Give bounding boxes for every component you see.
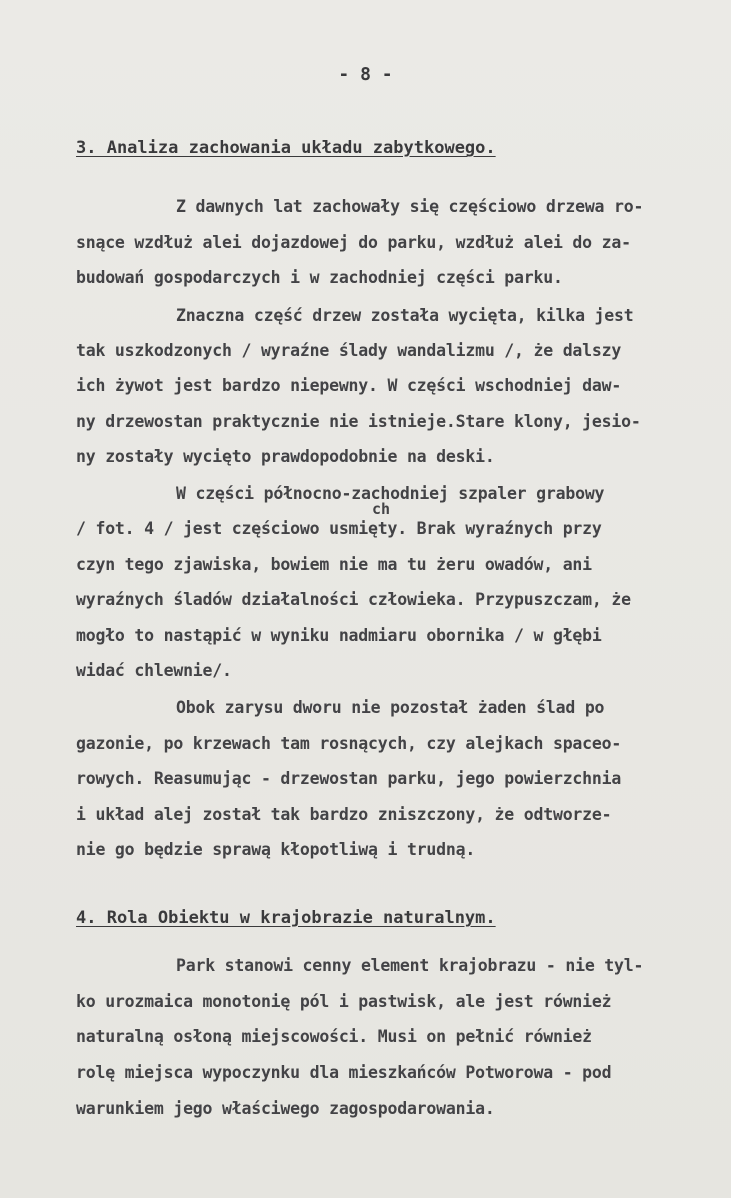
- text-line: czyn tego zjawiska, bowiem nie ma tu żeru owadów, ani: [76, 555, 592, 574]
- text-line: rolę miejsca wypoczynku dla mieszkańców Potworowa - pod: [76, 1063, 612, 1082]
- section-3-heading: 3. Analiza zachowania układu zabytkowego.: [76, 138, 496, 158]
- text-line: Park stanowi cenny element krajobrazu - nie tyl-: [176, 956, 644, 975]
- text-line: wyraźnych śladów działalności człowieka. Przypuszczam, że: [76, 590, 631, 609]
- text-line: ich żywot jest bardzo niepewny. W części wschodniej daw-: [76, 376, 622, 395]
- text-line: ny drzewostan praktycznie nie istnieje.Stare klony, jesio-: [76, 412, 641, 431]
- text-line: mogło to nastąpić w wyniku nadmiaru obornika / w głębi: [76, 626, 602, 645]
- text-line: tak uszkodzonych / wyraźne ślady wandalizmu /, że dalszy: [76, 341, 622, 360]
- text-line: budowań gospodarczych i w zachodniej części parku.: [76, 268, 563, 287]
- text-line: gazonie, po krzewach tam rosnących, czy alejkach spaceo-: [76, 734, 622, 753]
- section-4-heading: 4. Rola Obiektu w krajobrazie naturalnym.: [76, 908, 496, 928]
- text-line: i układ alej został tak bardzo zniszczony, że odtworze-: [76, 805, 612, 824]
- text-line: W części północno-zachodniej szpaler grabowy: [176, 484, 605, 503]
- page-number: - 8 -: [338, 64, 393, 85]
- text-line: ko urozmaica monotonię pól i pastwisk, ale jest również: [76, 992, 612, 1011]
- text-line: Z dawnych lat zachowały się częściowo drzewa ro-: [176, 197, 644, 216]
- text-line: Znaczna część drzew została wycięta, kilka jest: [176, 306, 634, 325]
- text-line: widać chlewnie/.: [76, 661, 232, 680]
- text-line: snące wzdłuż alei dojazdowej do parku, wzdłuż alei do za-: [76, 233, 631, 252]
- text-line: rowych. Reasumując - drzewostan parku, jego powierzchnia: [76, 769, 622, 788]
- text-line: Obok zarysu dworu nie pozostał żaden ślad po: [176, 698, 605, 717]
- text-line: / fot. 4 / jest częściowo usmięty. Brak wyraźnych przy: [76, 519, 602, 538]
- interlinear-correction: ch: [372, 500, 391, 518]
- text-line: nie go będzie sprawą kłopotliwą i trudną.: [76, 840, 476, 859]
- text-line: naturalną osłoną miejscowości. Musi on pełnić również: [76, 1027, 592, 1046]
- text-line: ny zostały wycięto prawdopodobnie na deski.: [76, 447, 495, 466]
- text-line: warunkiem jego właściwego zagospodarowania.: [76, 1099, 495, 1118]
